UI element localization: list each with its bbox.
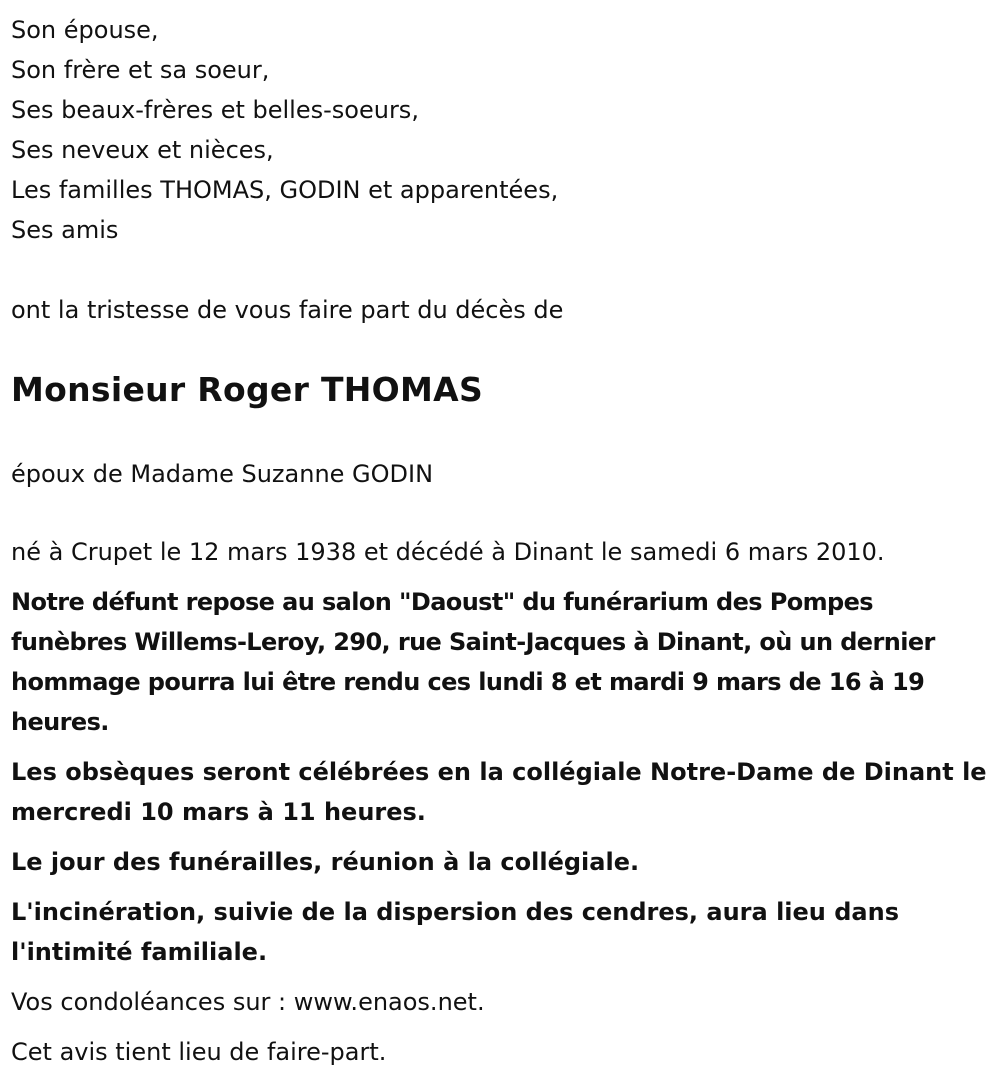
condoleances-line: Vos condoléances sur : www.enaos.net.	[11, 988, 485, 1016]
announcement-text: ont la tristesse de vous faire part du décès de	[11, 296, 564, 324]
reunion-paragraph: Le jour des funérailles, réunion à la collégiale.	[11, 848, 640, 876]
family-line-in-laws: Ses beaux-frères et belles-soeurs,	[11, 96, 419, 124]
deceased-name: Monsieur Roger THOMAS	[11, 370, 484, 409]
obseques-paragraph: Les obsèques seront célébrées en la collégiale Notre-Dame de Dinant le mercredi 10 mars à 11 heures.	[11, 758, 987, 826]
family-line-friends: Ses amis	[11, 216, 119, 244]
spouse-line: époux de Madame Suzanne GODIN	[11, 460, 434, 488]
repose-paragraph: Notre défunt repose au salon "Daoust" du funérarium des Pompes funèbres Willems-Leroy, 290, rue Saint-Jacques à Dinant, où un dernier hommage pourra lui être rendu ces lundi 8 et mardi 9 mars de 16 à 19 heures.	[11, 588, 935, 736]
avis-line: Cet avis tient lieu de faire-part.	[11, 1038, 387, 1066]
family-line-nephews-nieces: Ses neveux et nièces,	[11, 136, 274, 164]
birth-death-line: né à Crupet le 12 mars 1938 et décédé à Dinant le samedi 6 mars 2010.	[11, 538, 885, 566]
family-line-siblings: Son frère et sa soeur,	[11, 56, 270, 84]
incineration-paragraph: L'incinération, suivie de la dispersion des cendres, aura lieu dans l'intimité familiale.	[11, 898, 899, 966]
family-line-families: Les familles THOMAS, GODIN et apparentées,	[11, 176, 559, 204]
family-list	[11, 0, 990, 250]
family-line-spouse: Son épouse,	[11, 16, 159, 44]
